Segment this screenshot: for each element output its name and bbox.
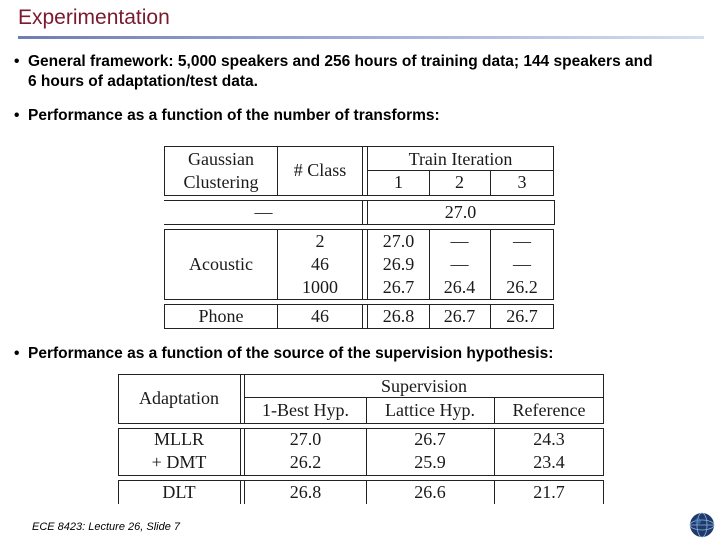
- slide-title: Experimentation: [18, 6, 170, 29]
- bullet-marker: •: [14, 53, 20, 70]
- table1-divider: [277, 304, 278, 329]
- acoustic-iter1: 26.9: [382, 254, 415, 274]
- bullet-transforms: [14, 106, 674, 126]
- row-label: + DMT: [151, 452, 207, 472]
- row-reference: 23.4: [533, 452, 565, 472]
- acoustic-iter3: 26.2: [506, 277, 538, 297]
- row-label: MLLR: [153, 429, 204, 449]
- table1-divider: [362, 304, 363, 329]
- bullet-text: Performance as a function of the number of transforms:: [28, 107, 440, 124]
- bullet-text: General framework: 5,000 speakers and 256 hours of training data; 144 speakers and 6 hours of adaptation/test data.: [28, 53, 653, 90]
- header-train-iteration: Train Iteration: [408, 149, 513, 169]
- baseline-value: 27.0: [444, 202, 477, 222]
- title-underline: [18, 36, 704, 39]
- table1-divider: [367, 304, 368, 329]
- header-iter-1: 1: [394, 172, 403, 192]
- header-iter-2: 2: [455, 172, 464, 192]
- table1-divider: [367, 200, 368, 225]
- acoustic-iter2: —: [450, 254, 469, 274]
- phone-iter1: 26.8: [382, 306, 415, 326]
- header-adaptation: Adaptation: [139, 388, 219, 408]
- table1-divider: [362, 200, 363, 225]
- row-1best: 27.0: [289, 429, 322, 449]
- slide-footer: ECE 8423: Lecture 26, Slide 7: [32, 521, 180, 533]
- acoustic-class: 1000: [302, 277, 338, 297]
- phone-iter3: 26.7: [506, 306, 538, 326]
- table2-divider: [244, 374, 245, 424]
- acoustic-iter1: 26.7: [382, 277, 415, 297]
- row-reference: 21.7: [533, 482, 565, 502]
- header-clustering: Clustering: [183, 172, 259, 192]
- row-1best: 26.8: [289, 482, 322, 502]
- table1-divider: [367, 170, 554, 171]
- baseline-label: —: [254, 202, 273, 222]
- table1-divider: [277, 229, 278, 300]
- acoustic-iter3: —: [513, 231, 531, 251]
- table2-divider: [244, 428, 245, 476]
- table2-divider: [240, 480, 241, 504]
- table1-divider: [367, 146, 368, 196]
- table1-divider: [277, 146, 278, 196]
- acoustic-iter2: 26.4: [443, 277, 476, 297]
- header-reference: Reference: [512, 400, 586, 420]
- acoustic-iter2: —: [450, 231, 469, 251]
- row-1best: 26.2: [289, 452, 322, 472]
- table1-divider: [554, 200, 555, 225]
- phone-class: 46: [311, 306, 329, 326]
- acoustic-iter1: 27.0: [382, 231, 415, 251]
- bullet-marker: •: [14, 107, 20, 124]
- acoustic-label: Acoustic: [189, 254, 253, 274]
- table1-divider: [362, 146, 363, 196]
- row-lattice: 26.7: [414, 429, 446, 449]
- table2-divider: [240, 428, 241, 476]
- bullet-supervision: [14, 344, 704, 364]
- bullet-marker: •: [14, 345, 20, 362]
- header-class: # Class: [293, 160, 347, 180]
- row-lattice: 25.9: [414, 452, 446, 472]
- table1-divider: [367, 229, 368, 300]
- row-label: DLT: [162, 482, 196, 502]
- acoustic-class: 46: [311, 254, 329, 274]
- header-lattice: Lattice Hyp.: [385, 400, 475, 420]
- table2-divider: [244, 480, 245, 504]
- header-gaussian: Gaussian: [188, 149, 254, 169]
- bullet-text: Performance as a function of the source of the supervision hypothesis:: [28, 345, 554, 362]
- globe-logo-icon: [689, 512, 715, 538]
- acoustic-iter3: —: [513, 254, 531, 274]
- phone-iter2: 26.7: [443, 306, 476, 326]
- table2-divider: [240, 374, 241, 424]
- table1-divider: [362, 229, 363, 300]
- table2-divider: [244, 397, 604, 398]
- header-1best: 1-Best Hyp.: [262, 400, 349, 420]
- row-lattice: 26.6: [414, 482, 446, 502]
- header-supervision: Supervision: [380, 376, 467, 396]
- header-iter-3: 3: [517, 172, 527, 192]
- phone-label: Phone: [198, 306, 244, 326]
- acoustic-class: 2: [315, 231, 325, 251]
- row-reference: 24.3: [533, 429, 565, 449]
- bullet-framework: [14, 52, 674, 92]
